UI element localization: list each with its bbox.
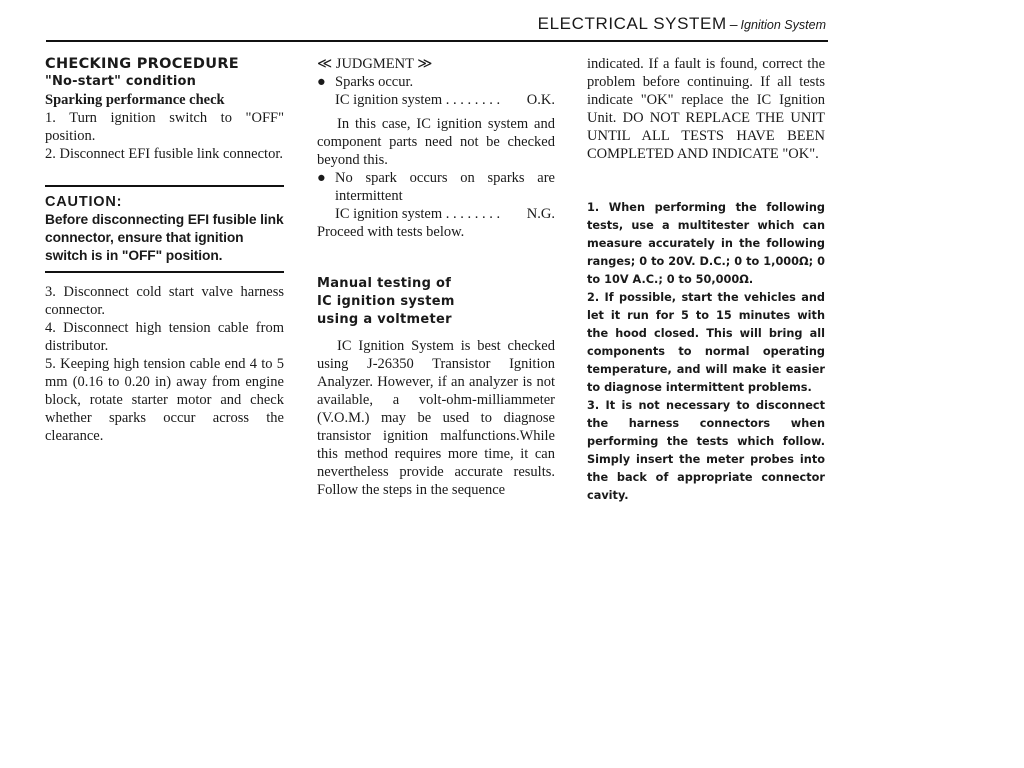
bullet-icon: ● bbox=[317, 170, 326, 186]
column-middle bbox=[317, 55, 555, 499]
step-1: 1. Turn ignition switch to "OFF" position. bbox=[45, 110, 284, 144]
column-right bbox=[587, 55, 825, 505]
manual-heading-line-2: IC ignition system bbox=[317, 294, 455, 309]
caution-title: CAUTION: bbox=[45, 194, 123, 210]
result-ng-row bbox=[317, 205, 555, 223]
result-ng-value: N.G. bbox=[526, 206, 555, 222]
proceed-text: Proceed with tests below. bbox=[317, 224, 465, 240]
manual-heading-line-1: Manual testing of bbox=[317, 276, 452, 291]
note-3: 3. It is not necessary to disconnect the harness connectors when performing the tests which follow. Simply insert the meter probes into the back of appropriate connector cavity. bbox=[587, 399, 825, 502]
page-header bbox=[538, 14, 826, 34]
notes-block bbox=[587, 199, 825, 505]
step-3: 3. Disconnect cold start valve harness connector. bbox=[45, 284, 284, 318]
note-2: 2. If possible, start the vehicles and let it run for 5 to 15 minutes with the hood closed. This will bring all components to normal operating temperature, and will make it easier to diagnose intermittent problems. bbox=[587, 291, 825, 394]
header-subtitle: Ignition System bbox=[740, 18, 826, 32]
step-4: 4. Disconnect high tension cable from distributor. bbox=[45, 320, 284, 354]
manual-testing-heading bbox=[317, 275, 555, 329]
step-2: 2. Disconnect EFI fusible link connector. bbox=[45, 146, 283, 162]
step-5: 5. Keeping high tension cable end 4 to 5 mm (0.16 to 0.20 in) away from engine block, rotate starter motor and check whether sparks occur across the clearance. bbox=[45, 356, 284, 444]
note-1: 1. When performing the following tests, use a multitester which can measure accurately in the following ranges; 0 to 20V. D.C.; 0 to 1,000Ω; 0 to 10V A.C.; 0 to 50,000Ω. bbox=[587, 201, 825, 286]
result-ok-row bbox=[317, 91, 555, 109]
header-title: ELECTRICAL SYSTEM bbox=[537, 14, 727, 33]
caution-box bbox=[45, 179, 284, 273]
bullet-icon: ● bbox=[317, 74, 326, 90]
result-ok-label: IC ignition system . . . . . . . . bbox=[335, 92, 501, 108]
caution-text: Before disconnecting EFI fusible link connector, ensure that ignition switch is in "OFF" position. bbox=[45, 212, 284, 263]
sparking-check-heading: Sparking performance check bbox=[45, 92, 225, 108]
paragraph-continued: indicated. If a fault is found, correct the problem before continuing. If all tests indicate "OK" replace the IC Ignition Unit. DO NOT REPLACE THE UNIT UNTIL ALL TESTS HAVE BEEN COMPLETED AND INDICATE "OK". bbox=[587, 56, 825, 162]
paragraph-no-check: In this case, IC ignition system and component parts need not be checked beyond this. bbox=[317, 116, 555, 168]
bullet-text: No spark occurs on sparks are intermittent bbox=[335, 170, 555, 204]
result-ng-label: IC ignition system . . . . . . . . bbox=[335, 206, 501, 222]
result-ok-value: O.K. bbox=[526, 92, 555, 108]
no-start-heading: "No-start" condition bbox=[45, 74, 197, 89]
bullet-text: Sparks occur. bbox=[335, 74, 414, 90]
bullet-no-spark bbox=[317, 169, 555, 205]
paragraph-analyzer: IC Ignition System is best checked using J-26350 Transistor Ignition Analyzer. However, if an analyzer is not available, a volt-ohm-milliammeter (V.O.M.) may be used to diagnose transistor ignition malfunctions.While this method requires more time, it can nevertheless provide accurate results. Follow the steps in the sequence bbox=[317, 338, 555, 498]
manual-heading-line-3: using a voltmeter bbox=[317, 312, 452, 327]
header-rule bbox=[46, 40, 828, 42]
header-dash: – bbox=[729, 16, 738, 32]
column-left bbox=[45, 55, 284, 445]
judgment-heading: ≪ JUDGMENT ≫ bbox=[317, 56, 433, 72]
checking-procedure-heading: CHECKING PROCEDURE bbox=[45, 56, 239, 72]
bullet-sparks-occur bbox=[317, 73, 555, 91]
